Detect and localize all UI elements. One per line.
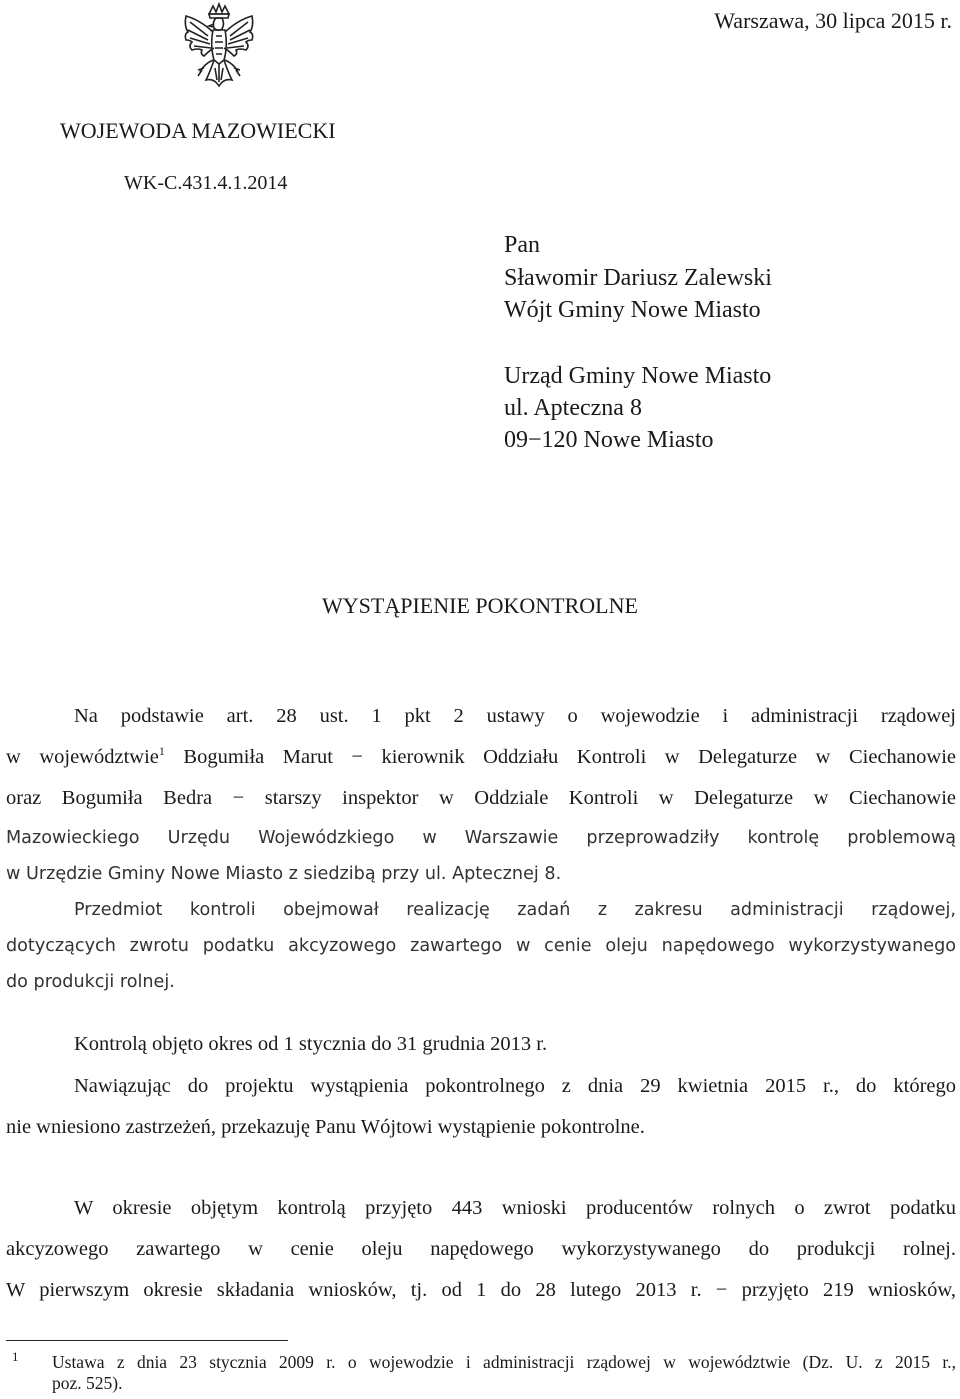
recipient-salutation: Pan	[504, 232, 540, 258]
issuer-title: WOJEWODA MAZOWIECKI	[60, 118, 336, 143]
paragraph-findings	[6, 1188, 956, 1311]
footnote-line: poz. 525).	[52, 1373, 123, 1393]
paragraph-transmittal	[6, 1066, 956, 1148]
recipient-position: Wójt Gminy Nowe Miasto	[504, 297, 761, 323]
paragraph-control-period	[6, 1024, 956, 1065]
document-date: Warszawa, 30 lipca 2015 r.	[714, 8, 952, 33]
footnote	[6, 1349, 956, 1394]
paragraph-line: W pierwszym okresie składania wniosków, tj. od 1 do 28 lutego 2013 r. − przyjęto 219 wniosków,	[6, 1279, 956, 1301]
paragraph-legal-basis	[6, 696, 956, 819]
paragraph-line: Nawiązując do projektu wystąpienia pokontrolnego z dnia 29 kwietnia 2015 r., do którego	[74, 1075, 956, 1097]
footnote-reference: 1	[158, 744, 165, 759]
paragraph-control-subject	[6, 818, 956, 1003]
paragraph-line: w Urzędzie Gminy Nowe Miasto z siedzibą przy ul. Aptecznej 8.	[6, 864, 562, 884]
paragraph-line: dotyczących zwrotu podatku akcyzowego zawartego w cenie oleju napędowego wykorzystywanego	[6, 936, 956, 956]
paragraph-line: oraz Bogumiła Bedra − starszy inspektor w Oddziale Kontroli w Delegaturze w Ciechanowie	[6, 787, 956, 809]
paragraph-line: do produkcji rolnej.	[6, 972, 175, 992]
paragraph-line: Mazowieckiego Urzędu Wojewódzkiego w Warszawie przeprowadziły kontrolę problemową	[6, 828, 956, 848]
paragraph-line: Przedmiot kontroli obejmował realizację zadań z zakresu administracji rządowej,	[74, 900, 956, 920]
recipient-name: Sławomir Dariusz Zalewski	[504, 265, 772, 291]
case-reference: WK-C.431.4.1.2014	[124, 172, 288, 194]
recipient-city: 09−120 Nowe Miasto	[504, 427, 714, 453]
paragraph-text: Bogumiła Marut − kierownik Oddziału Kontroli w Delegaturze w Ciechanowie	[183, 746, 956, 768]
paragraph-line: Kontrolą objęto okres od 1 stycznia do 31 grudnia 2013 r.	[74, 1033, 548, 1055]
recipient-office: Urząd Gminy Nowe Miasto	[504, 363, 772, 389]
paragraph-line: nie wniesiono zastrzeżeń, przekazuję Panu Wójtowi wystąpienie pokontrolne.	[6, 1116, 645, 1138]
polish-eagle-emblem-icon	[178, 2, 260, 90]
recipient-street: ul. Apteczna 8	[504, 395, 642, 421]
document-title: WYSTĄPIENIE POKONTROLNE	[322, 593, 638, 618]
paragraph-line: akcyzowego zawartego w cenie oleju napędowego wykorzystywanego do produkcji rolnej.	[6, 1238, 956, 1260]
paragraph-line: W okresie objętym kontrolą przyjęto 443 wnioski producentów rolnych o zwrot podatku	[74, 1197, 956, 1219]
footnote-number: 1	[12, 1349, 19, 1364]
footnote-line: Ustawa z dnia 23 stycznia 2009 r. o wojewodzie i administracji rządowej w województwie (Dz. U. z 2015 r.,	[52, 1352, 956, 1372]
paragraph-text: w województwie	[6, 746, 159, 768]
footnote-separator	[6, 1340, 288, 1341]
paragraph-line	[6, 737, 956, 778]
paragraph-line: Na podstawie art. 28 ust. 1 pkt 2 ustawy o wojewodzie i administracji rządowej	[74, 705, 956, 727]
